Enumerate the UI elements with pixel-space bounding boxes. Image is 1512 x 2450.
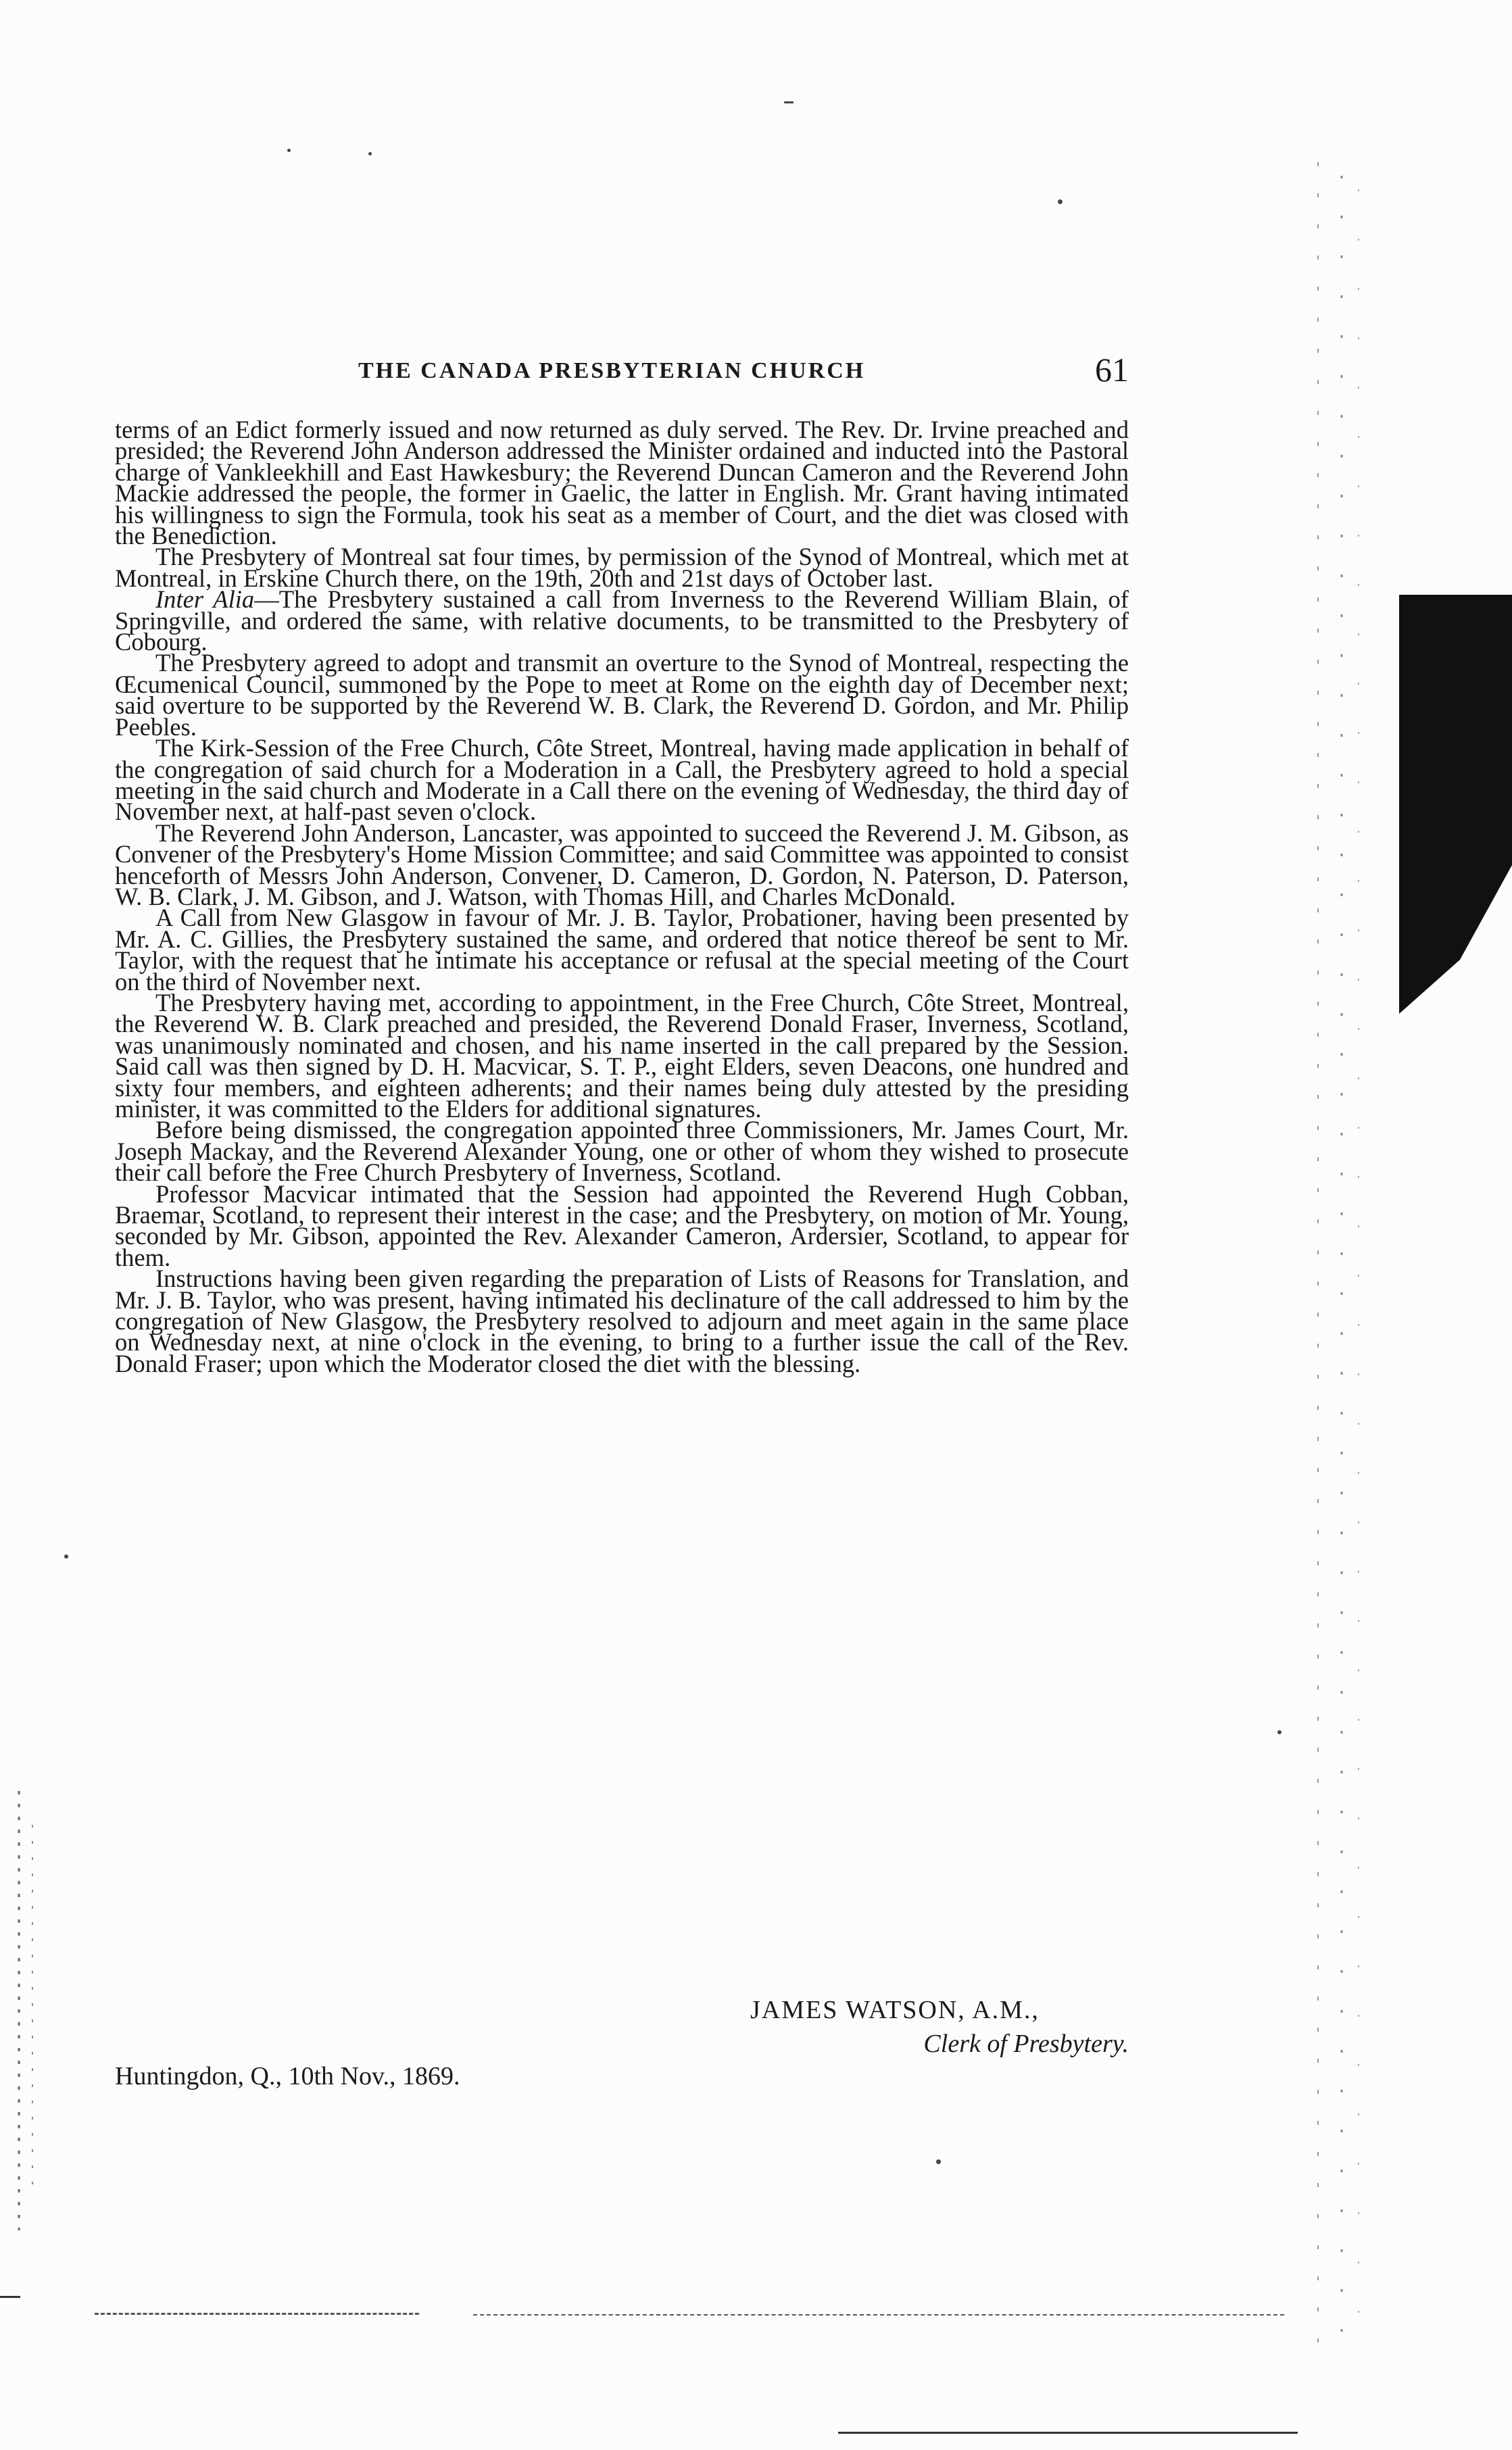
dateline: Huntingdon, Q., 10th Nov., 1869. [115, 2062, 460, 2090]
running-title: THE CANADA PRESBYTERIAN CHURCH [358, 358, 866, 383]
page-header [115, 350, 1129, 391]
paragraph: A Call from New Glasgow in favour of Mr. J. B. Taylor, Probationer, having been presented by Mr. A. C. Gillies, the Presbytery sustained the same, and ordered that notice thereof be sent to Mr. Taylor, with the request that he intimate his acceptance or refusal at the special meeting of the Court on the third of November next. [115, 904, 1129, 996]
paragraph: The Presbytery having met, according to appointment, in the Free Church, Côte Street, Montreal, the Reverend W. B. Clark preached and presided, the Reverend Donald Fraser, Inverness, Scotland, was unanimously nominated and chosen, and his name inserted in the call prepared by the Session. Said call was then signed by D. H. Macvicar, S. T. P., eight Elders, seven Deacons, one hundred and sixty four members, and eighteen adherents; and their names being duly attested by the presiding minister, it was committed to the Elders for additional signatures. [115, 988, 1129, 1123]
scan-rule [95, 2313, 419, 2315]
scan-speck [64, 1554, 68, 1559]
scan-speck [368, 152, 372, 155]
scan-speck [1277, 1730, 1282, 1734]
scan-speck [784, 101, 794, 103]
paragraph: terms of an Edict formerly issued and now returned as duly served. The Rev. Dr. Irvine preached and presided; the Reverend John Anderson addressed the Minister ordained and inducted into the Pastoral charge of Vankleekhill and East Hawkesbury; the Reverend Duncan Cameron and the Reverend John Mackie addressed the people, the former in Gaelic, the latter in English. Mr. Grant having intimated his willingness to sign the Formula, took his seat as a member of Court, and the diet was closed with the Benediction. [115, 416, 1129, 550]
page-number: 61 [1095, 351, 1129, 389]
paragraph: The Kirk-Session of the Free Church, Côte Street, Montreal, having made application in behalf of the congregation of said church for a Moderation in a Call, the Presbytery agreed to hold a special meeting in the said church and Moderate in a Call there on the evening of Wednesday, the third day of November next, at half-past seven o'clock. [115, 734, 1129, 826]
bottom-rule [838, 2432, 1298, 2434]
inter-alia-lead: Inter Alia [155, 585, 255, 614]
paragraph: Instructions having been given regarding the preparation of Lists of Reasons for Translation, and Mr. J. B. Taylor, who was present, having intimated his declinature of the call addressed to him by the congregation of New Glasgow, the Presbytery resolved to adjourn and meet again in the same place on Wednesday next, at nine o'clock in the evening, to bring to a further issue the call of the Rev. Donald Fraser; upon which the Moderator closed the diet with the blessing. [115, 1265, 1129, 1377]
article-body [115, 416, 1129, 1377]
scan-rule [473, 2314, 1284, 2316]
paragraph: The Reverend John Anderson, Lancaster, was appointed to succeed the Reverend J. M. Gibson, as Convener of the Presbytery's Home Mission Committee; and said Committee was appointed to consist henceforth of Messrs John Anderson, Convener, D. Cameron, D. Gordon, N. Paterson, D. Paterson, W. B. Clark, J. M. Gibson, and J. Watson, with Thomas Hill, and Charles McDonald. [115, 818, 1129, 910]
inter-alia-dash: — [254, 585, 279, 614]
paragraph: Professor Macvicar intimated that the Session had appointed the Reverend Hugh Cobban, Braemar, Scotland, to represent their interest in the case; and the Presbytery, on motion of Mr. Young, seconded by Mr. Gibson, appointed the Rev. Alexander Cameron, Ardersier, Scotland, to appear for them. [115, 1179, 1129, 1271]
paragraph-text: The Presbytery sustained a call from Inverness to the Reverend William Blain, of Springville, and ordered the same, with relative documents, to be transmitted to the Presbytery of Cobourg. [115, 585, 1129, 656]
scan-speck [287, 149, 291, 152]
paragraph: The Presbytery of Montreal sat four times, by permission of the Synod of Montreal, which met at Montreal, in Erskine Church there, on the 19th, 20th and 21st days of October last. [115, 543, 1129, 592]
signatory-name: JAMES WATSON, A.M., [750, 1996, 1040, 2024]
signature-block [750, 1995, 1129, 2059]
signatory-title: Clerk of Presbytery. [923, 2030, 1129, 2058]
paragraph: Before being dismissed, the congregation appointed three Commissioners, Mr. James Court, Mr. Joseph Mackay, and the Reverend Alexander Young, one or other of whom they wished to prosecute their call before the Free Church Presbytery of Inverness, Scotland. [115, 1116, 1129, 1187]
scan-speck [1058, 199, 1063, 204]
paragraph: The Presbytery agreed to adopt and transmit an overture to the Synod of Montreal, respecting the Œcumenical Council, summoned by the Pope to meet at Rome on the eighth day of December next; said overture to be supported by the Reverend W. B. Clark, the Reverend D. Gordon, and Mr. Philip Peebles. [115, 649, 1129, 741]
scan-speck [936, 2159, 941, 2164]
paragraph [115, 585, 1129, 656]
scan-rule [0, 2296, 20, 2298]
